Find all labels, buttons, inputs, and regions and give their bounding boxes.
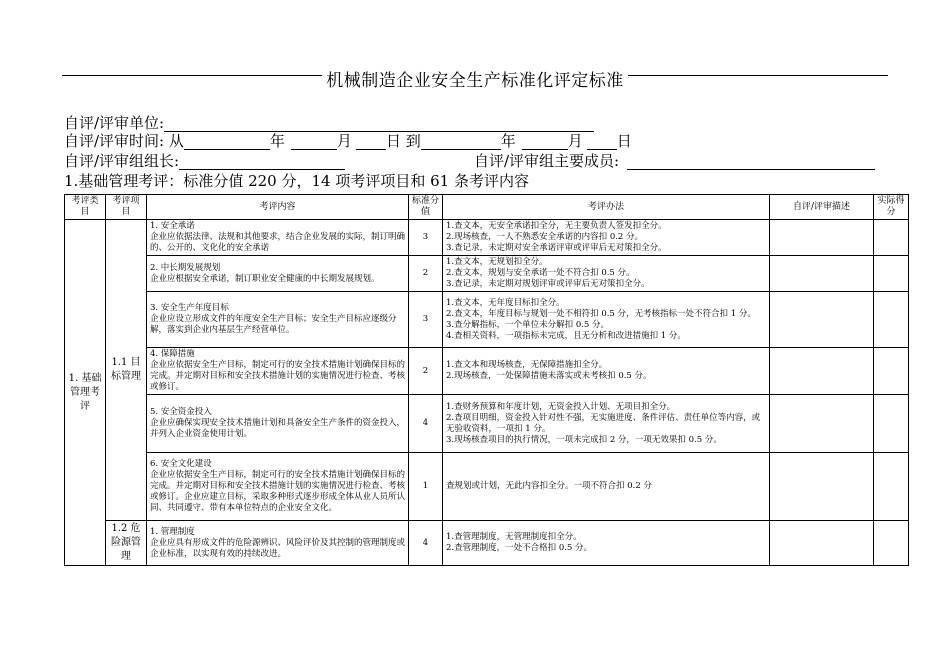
to-year-word: 年 [500, 132, 516, 150]
to-day-word: 日 [616, 132, 632, 150]
description-cell[interactable] [770, 220, 874, 256]
leader-label: 自评/评审组组长: [64, 152, 180, 170]
actual-score-cell[interactable] [874, 395, 909, 453]
project-cell-1-2: 1.2 危险源管理 [106, 521, 147, 566]
time-line [64, 132, 632, 150]
table-row [65, 395, 909, 453]
col-header-score: 标准分值 [409, 195, 443, 220]
score-cell: 4 [409, 521, 443, 566]
leader-blank[interactable] [179, 155, 345, 170]
content-cell: 1. 安全承诺 企业应依据法律、法规和其他要求，结合企业发展的实际，制订明确的、公开的、文化化的安全承诺 [147, 220, 409, 256]
description-cell[interactable] [770, 348, 874, 395]
description-cell[interactable] [770, 521, 874, 566]
actual-score-cell[interactable] [874, 292, 909, 348]
category-cell: 1. 基础管理考评 [65, 220, 106, 566]
content-cell: 1. 管理制度 企业应具有形成文件的危险源辨识、风险评价及其控制的管理制度或企业标准，以实现有效的持续改进。 [147, 521, 409, 566]
description-cell[interactable] [770, 453, 874, 521]
score-cell: 4 [409, 395, 443, 453]
actual-score-cell[interactable] [874, 521, 909, 566]
method-cell: 1.查文本，无安全承诺扣全分，无主要负责人签发扣全分。 2.现场核查，一人不熟悉安全承诺的内容扣 0.2 分。 3.查记录，未定期对安全承诺评审或评审后无对策扣全分。 [443, 220, 770, 256]
method-cell: 查规划或计划，无此内容扣全分。一项不符合扣 0.2 分 [443, 453, 770, 521]
score-cell: 2 [409, 348, 443, 395]
col-header-description: 自评/评审描述 [770, 195, 874, 220]
to-day-blank[interactable] [587, 135, 617, 150]
method-cell: 1.查财务预算和年度计划，无资金投入计划、无项目扣全分。 2.查项目明细，资金投入针对性不强，无实施进度、条件评估、责任单位等内容，或无验收资料，一项扣 1 分。 3.现场核查项目的执行情况，一项未完成扣 2 分，一项无效果扣 0.5 分。 [443, 395, 770, 453]
members-line [474, 152, 875, 170]
actual-score-cell[interactable] [874, 256, 909, 292]
from-year-word: 年 [269, 132, 285, 150]
unit-line [64, 114, 594, 132]
col-header-project: 考评项目 [106, 195, 147, 220]
method-cell: 1.查文本，无年度目标扣全分。 2.查文本，年度目标与规划一处不相符扣 0.5 分，无考核指标一处不符合扣 1 分。 3.查分解指标，一个单位未分解扣 0.5 分。 4.查相关资料，一项指标未完成，且无分析和改进措施扣 1 分。 [443, 292, 770, 348]
method-cell: 1.查文本，无规划扣全分。 2.查文本，规划与安全承诺一处不符合扣 0.5 分。 3.查记录，未定期对规划评审或评审后无对策扣全分。 [443, 256, 770, 292]
content-cell: 6. 安全文化建设 企业应依据安全生产目标，制定可行的安全技术措施计划确保目标的完成。并定期对目标和安全技术措施计划的实施情况进行检查、考核或修订。企业应建立目标，采取多种形式逐步形成全体从业人员所认同、共同遵守、带有本单位特点的企业安全文化。 [147, 453, 409, 521]
content-cell: 4. 保障措施 企业应依据安全生产目标，制定可行的安全技术措施计划确保目标的完成。并定期对目标和安全技术措施计划的实施情况进行检查、考核或修订。 [147, 348, 409, 395]
section-title: 1.基础管理考评：标准分值 220 分，14 项考评项目和 61 条考评内容 [64, 172, 529, 190]
leader-line [64, 152, 345, 170]
content-cell: 2. 中长期发展规划 企业应根据安全承诺，制订职业安全健康的中长期发展规划。 [147, 256, 409, 292]
score-cell: 3 [409, 292, 443, 348]
col-header-category: 考评类目 [65, 195, 106, 220]
to-month-word: 月 [567, 132, 583, 150]
actual-score-cell[interactable] [874, 220, 909, 256]
members-label: 自评/评审组主要成员: [474, 152, 620, 170]
unit-blank[interactable] [164, 117, 594, 132]
from-day-word: 日 [385, 132, 401, 150]
table-row [65, 348, 909, 395]
page-title: 机械制造企业安全生产标准化评定标准 [62, 66, 888, 91]
table-row [65, 220, 909, 256]
description-cell[interactable] [770, 292, 874, 348]
from-month-word: 月 [336, 132, 352, 150]
table-row [65, 292, 909, 348]
actual-score-cell[interactable] [874, 453, 909, 521]
col-header-actual-score: 实际得分 [874, 195, 909, 220]
description-cell[interactable] [770, 256, 874, 292]
from-day-blank[interactable] [356, 135, 386, 150]
from-word: 从 [168, 132, 184, 150]
col-header-method: 考评办法 [443, 195, 770, 220]
to-year-blank[interactable] [421, 135, 501, 150]
table-row [65, 453, 909, 521]
actual-score-cell[interactable] [874, 348, 909, 395]
to-month-blank[interactable] [522, 135, 568, 150]
to-word: 到 [405, 132, 421, 150]
method-cell: 1.查管理制度，无管理制度扣全分。 2.查管理制度，一处不合格扣 0.5 分。 [443, 521, 770, 566]
from-year-blank[interactable] [184, 135, 270, 150]
project-cell-1-1: 1.1 目标管理 [106, 220, 147, 521]
method-cell: 1.查文本和现场核查，无保障措施扣全分。 2.现场核查，一处保障措施未落实或未考核扣 0.5 分。 [443, 348, 770, 395]
time-label: 自评/评审时间: [64, 132, 165, 150]
table-row [65, 521, 909, 566]
from-month-blank[interactable] [291, 135, 337, 150]
evaluation-table [64, 194, 909, 566]
description-cell[interactable] [770, 395, 874, 453]
members-blank[interactable] [627, 155, 875, 170]
unit-label: 自评/评审单位: [64, 114, 165, 132]
table-row [65, 256, 909, 292]
score-cell: 2 [409, 256, 443, 292]
content-cell: 5. 安全资金投入 企业应确保实现安全技术措施计划和具备安全生产条件的资金投入，并列入企业资金使用计划。 [147, 395, 409, 453]
content-cell: 3. 安全生产年度目标 企业应设立形成文件的年度安全生产目标；安全生产目标应逐级分解，落实到企业内基层生产经营单位。 [147, 292, 409, 348]
table-header-row [65, 195, 909, 220]
col-header-content: 考评内容 [147, 195, 409, 220]
score-cell: 1 [409, 453, 443, 521]
score-cell: 3 [409, 220, 443, 256]
